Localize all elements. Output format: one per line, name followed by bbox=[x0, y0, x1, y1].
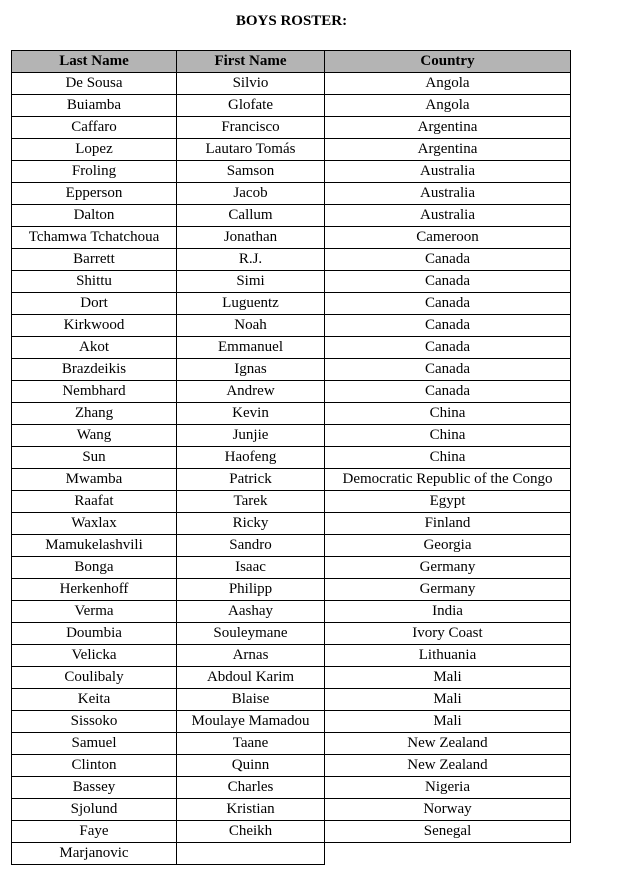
first-name-cell: Francisco bbox=[177, 117, 325, 139]
country-cell: Canada bbox=[325, 315, 571, 337]
table-row bbox=[12, 183, 571, 205]
table-row bbox=[12, 337, 571, 359]
last-name-cell: Dalton bbox=[12, 205, 177, 227]
first-name-cell: Blaise bbox=[177, 689, 325, 711]
table-row bbox=[12, 777, 571, 799]
last-name-cell: Velicka bbox=[12, 645, 177, 667]
last-name-cell: Kirkwood bbox=[12, 315, 177, 337]
country-cell: Nigeria bbox=[325, 777, 571, 799]
last-name-cell: Herkenhoff bbox=[12, 579, 177, 601]
country-cell: China bbox=[325, 425, 571, 447]
first-name-cell: Silvio bbox=[177, 73, 325, 95]
country-cell: Canada bbox=[325, 337, 571, 359]
last-name-cell: Dort bbox=[12, 293, 177, 315]
table-row bbox=[12, 755, 571, 777]
table-row bbox=[12, 425, 571, 447]
country-cell: New Zealand bbox=[325, 755, 571, 777]
first-name-cell: Jonathan bbox=[177, 227, 325, 249]
table-row bbox=[12, 667, 571, 689]
first-name-cell: Tarek bbox=[177, 491, 325, 513]
country-cell: New Zealand bbox=[325, 733, 571, 755]
first-name-cell: Ignas bbox=[177, 359, 325, 381]
country-cell: Angola bbox=[325, 73, 571, 95]
first-name-cell bbox=[177, 843, 325, 865]
first-name-cell: Luguentz bbox=[177, 293, 325, 315]
country-cell: Argentina bbox=[325, 117, 571, 139]
first-name-cell: Noah bbox=[177, 315, 325, 337]
first-name-cell: Glofate bbox=[177, 95, 325, 117]
table-row bbox=[12, 271, 571, 293]
first-name-cell: Arnas bbox=[177, 645, 325, 667]
table-row bbox=[12, 403, 571, 425]
last-name-cell: Sjolund bbox=[12, 799, 177, 821]
column-header-last-name: Last Name bbox=[12, 51, 177, 73]
country-cell bbox=[325, 843, 571, 865]
first-name-cell: Emmanuel bbox=[177, 337, 325, 359]
column-header-first-name: First Name bbox=[177, 51, 325, 73]
first-name-cell: Kristian bbox=[177, 799, 325, 821]
last-name-cell: Doumbia bbox=[12, 623, 177, 645]
last-name-cell: Faye bbox=[12, 821, 177, 843]
country-cell: Ivory Coast bbox=[325, 623, 571, 645]
first-name-cell: Cheikh bbox=[177, 821, 325, 843]
country-cell: China bbox=[325, 403, 571, 425]
table-row bbox=[12, 359, 571, 381]
table-row bbox=[12, 513, 571, 535]
first-name-cell: Moulaye Mamadou bbox=[177, 711, 325, 733]
table-row bbox=[12, 557, 571, 579]
country-cell: Germany bbox=[325, 557, 571, 579]
table-row bbox=[12, 799, 571, 821]
table-row bbox=[12, 161, 571, 183]
table-row bbox=[12, 73, 571, 95]
country-cell: Democratic Republic of the Congo bbox=[325, 469, 571, 491]
last-name-cell: Mwamba bbox=[12, 469, 177, 491]
table-row bbox=[12, 315, 571, 337]
last-name-cell: Verma bbox=[12, 601, 177, 623]
last-name-cell: Samuel bbox=[12, 733, 177, 755]
table-row bbox=[12, 733, 571, 755]
first-name-cell: Abdoul Karim bbox=[177, 667, 325, 689]
country-cell: Finland bbox=[325, 513, 571, 535]
first-name-cell: Aashay bbox=[177, 601, 325, 623]
table-row bbox=[12, 821, 571, 843]
last-name-cell: Epperson bbox=[12, 183, 177, 205]
last-name-cell: Barrett bbox=[12, 249, 177, 271]
table-row bbox=[12, 381, 571, 403]
country-cell: Canada bbox=[325, 359, 571, 381]
last-name-cell: De Sousa bbox=[12, 73, 177, 95]
last-name-cell: Marjanovic bbox=[12, 843, 177, 865]
first-name-cell: Charles bbox=[177, 777, 325, 799]
country-cell: Germany bbox=[325, 579, 571, 601]
table-row bbox=[12, 249, 571, 271]
first-name-cell: Simi bbox=[177, 271, 325, 293]
last-name-cell: Brazdeikis bbox=[12, 359, 177, 381]
last-name-cell: Bonga bbox=[12, 557, 177, 579]
roster-body bbox=[12, 73, 571, 865]
country-cell: Egypt bbox=[325, 491, 571, 513]
country-cell: Mali bbox=[325, 689, 571, 711]
first-name-cell: Isaac bbox=[177, 557, 325, 579]
country-cell: Cameroon bbox=[325, 227, 571, 249]
country-cell: China bbox=[325, 447, 571, 469]
table-row bbox=[12, 623, 571, 645]
last-name-cell: Keita bbox=[12, 689, 177, 711]
table-header-row bbox=[12, 51, 571, 73]
last-name-cell: Coulibaly bbox=[12, 667, 177, 689]
first-name-cell: Taane bbox=[177, 733, 325, 755]
table-row bbox=[12, 579, 571, 601]
last-name-cell: Froling bbox=[12, 161, 177, 183]
last-name-cell: Waxlax bbox=[12, 513, 177, 535]
country-cell: Canada bbox=[325, 381, 571, 403]
country-cell: India bbox=[325, 601, 571, 623]
first-name-cell: Ricky bbox=[177, 513, 325, 535]
table-row bbox=[12, 601, 571, 623]
last-name-cell: Wang bbox=[12, 425, 177, 447]
table-row bbox=[12, 535, 571, 557]
table-row bbox=[12, 711, 571, 733]
last-name-cell: Bassey bbox=[12, 777, 177, 799]
country-cell: Mali bbox=[325, 711, 571, 733]
first-name-cell: Haofeng bbox=[177, 447, 325, 469]
last-name-cell: Sun bbox=[12, 447, 177, 469]
last-name-cell: Sissoko bbox=[12, 711, 177, 733]
first-name-cell: Philipp bbox=[177, 579, 325, 601]
country-cell: Canada bbox=[325, 271, 571, 293]
country-cell: Australia bbox=[325, 161, 571, 183]
table-row bbox=[12, 117, 571, 139]
country-cell: Australia bbox=[325, 205, 571, 227]
first-name-cell: Quinn bbox=[177, 755, 325, 777]
last-name-cell: Raafat bbox=[12, 491, 177, 513]
last-name-cell: Buiamba bbox=[12, 95, 177, 117]
table-row bbox=[12, 645, 571, 667]
last-name-cell: Tchamwa Tchatchoua bbox=[12, 227, 177, 249]
country-cell: Canada bbox=[325, 249, 571, 271]
country-cell: Australia bbox=[325, 183, 571, 205]
country-cell: Angola bbox=[325, 95, 571, 117]
country-cell: Mali bbox=[325, 667, 571, 689]
roster-table bbox=[11, 50, 571, 865]
country-cell: Argentina bbox=[325, 139, 571, 161]
table-row bbox=[12, 139, 571, 161]
first-name-cell: Patrick bbox=[177, 469, 325, 491]
table-row bbox=[12, 227, 571, 249]
first-name-cell: Samson bbox=[177, 161, 325, 183]
last-name-cell: Clinton bbox=[12, 755, 177, 777]
first-name-cell: Lautaro Tomás bbox=[177, 139, 325, 161]
country-cell: Norway bbox=[325, 799, 571, 821]
page-title: BOYS ROSTER: bbox=[235, 13, 348, 29]
last-name-cell: Caffaro bbox=[12, 117, 177, 139]
country-cell: Georgia bbox=[325, 535, 571, 557]
country-cell: Lithuania bbox=[325, 645, 571, 667]
first-name-cell: Junjie bbox=[177, 425, 325, 447]
first-name-cell: Sandro bbox=[177, 535, 325, 557]
last-name-cell: Shittu bbox=[12, 271, 177, 293]
last-name-cell: Zhang bbox=[12, 403, 177, 425]
column-header-country: Country bbox=[325, 51, 571, 73]
table-row bbox=[12, 469, 571, 491]
first-name-cell: R.J. bbox=[177, 249, 325, 271]
first-name-cell: Andrew bbox=[177, 381, 325, 403]
table-row bbox=[12, 293, 571, 315]
table-row bbox=[12, 447, 571, 469]
last-name-cell: Mamukelashvili bbox=[12, 535, 177, 557]
table-row bbox=[12, 689, 571, 711]
first-name-cell: Callum bbox=[177, 205, 325, 227]
first-name-cell: Souleymane bbox=[177, 623, 325, 645]
table-row bbox=[12, 491, 571, 513]
first-name-cell: Jacob bbox=[177, 183, 325, 205]
last-name-cell: Nembhard bbox=[12, 381, 177, 403]
table-row bbox=[12, 205, 571, 227]
last-name-cell: Akot bbox=[12, 337, 177, 359]
table-row bbox=[12, 95, 571, 117]
country-cell: Senegal bbox=[325, 821, 571, 843]
first-name-cell: Kevin bbox=[177, 403, 325, 425]
table-row bbox=[12, 843, 571, 865]
country-cell: Canada bbox=[325, 293, 571, 315]
last-name-cell: Lopez bbox=[12, 139, 177, 161]
